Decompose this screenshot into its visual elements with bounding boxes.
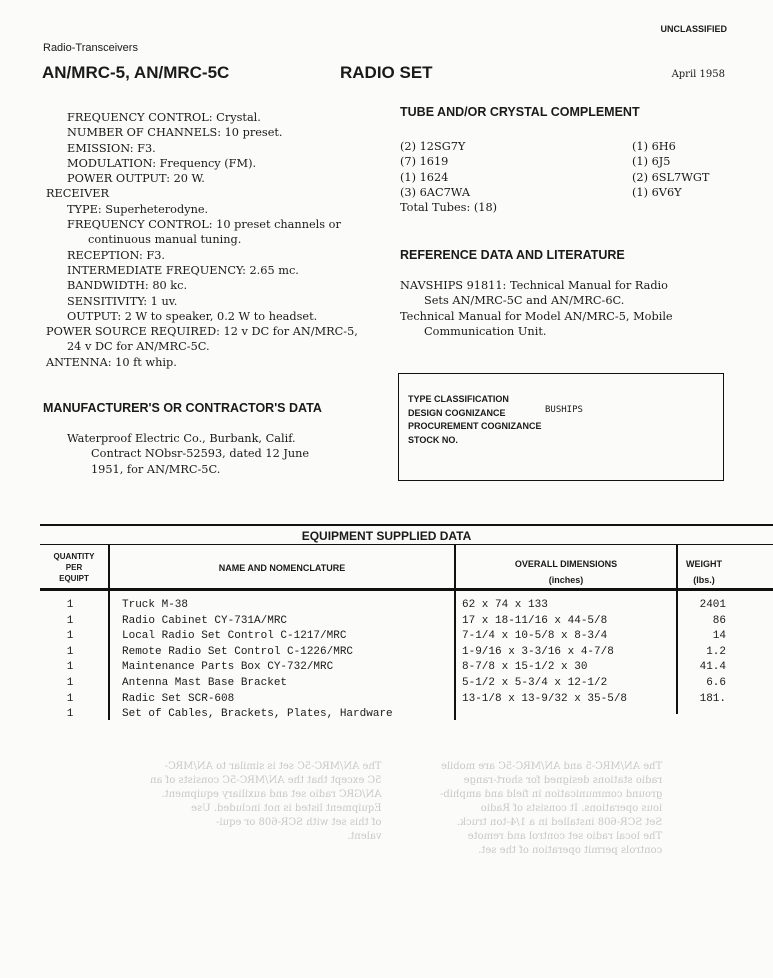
spec-line: BANDWIDTH: 80 kc.: [67, 279, 188, 293]
dimensions-header: OVERALL DIMENSIONS (inches): [514, 559, 618, 585]
table-cell-qty: 1: [66, 614, 74, 627]
table-cell-weight: 1.2: [706, 645, 726, 658]
table-cell-name: Remote Radio Set Control C-1226/MRC: [122, 645, 354, 658]
table-cell-weight: 86: [712, 614, 726, 627]
table-cell-name: Truck M-38: [122, 599, 189, 611]
category-label: Radio-Transceivers: [43, 42, 138, 54]
classification-marking: UNCLASSIFIED: [660, 24, 727, 34]
table-cell-name: Maintenance Parts Box CY-732/MRC: [122, 661, 334, 674]
reference-line: NAVSHIPS 91811: Technical Manual for Radio: [400, 279, 668, 292]
table-cell-qty: 1: [66, 630, 74, 643]
spec-line: RECEPTION: F3.: [67, 248, 165, 262]
table-cell-weight: 41.4: [699, 661, 726, 674]
manufacturer-line: 1951, for AN/MRC-5C.: [91, 462, 221, 476]
specifications: [46, 110, 358, 370]
stock-no-label: STOCK NO.: [408, 434, 458, 445]
tube-list-left: [400, 139, 497, 215]
table-cell-qty: 1: [66, 645, 74, 658]
table-cell-weight: 181.: [699, 692, 726, 705]
spec-line: FREQUENCY CONTROL: Crystal.: [67, 111, 261, 124]
spec-line: 24 v DC for AN/MRC-5C.: [67, 340, 210, 354]
total-tubes: Total Tubes: (18): [400, 201, 498, 215]
spec-line: MODULATION: Frequency (FM).: [67, 156, 257, 170]
reference-heading: REFERENCE DATA AND LITERATURE: [400, 248, 625, 262]
manufacturer-heading: MANUFACTURER'S OR CONTRACTOR'S DATA: [43, 401, 322, 415]
table-cell-qty: 1: [66, 599, 74, 611]
table-cell-qty: 1: [66, 677, 74, 689]
table-cell-dims: 1-9/16 x 3-3/16 x 4-7/8: [462, 645, 614, 658]
tube-item: (1) 1624: [400, 170, 449, 184]
page-title: RADIO SET: [340, 63, 433, 82]
tube-item: (7) 1619: [400, 155, 449, 169]
reference-list: [400, 278, 673, 339]
table-cell-qty: 1: [66, 692, 74, 705]
spec-line: POWER SOURCE REQUIRED: 12 v DC for AN/MRC-5,: [46, 325, 358, 339]
tube-item: (1) 6V6Y: [632, 185, 682, 199]
tube-item: (1) 6H6: [632, 140, 676, 153]
reference-line: Sets AN/MRC-5C and AN/MRC-6C.: [424, 294, 625, 308]
table-cell-dims: 13-1/8 x 13-9/32 x 35-5/8: [462, 692, 628, 705]
table-cell-weight: 6.6: [706, 677, 726, 689]
spec-line: FREQUENCY CONTROL: 10 preset channels or: [67, 218, 341, 232]
tube-heading: TUBE AND/OR CRYSTAL COMPLEMENT: [400, 105, 640, 119]
quantity-header: QUANTITY PER EQUIPT: [53, 552, 95, 583]
procurement-cognizance-label: PROCUREMENT COGNIZANCE: [408, 421, 542, 431]
table-cell-weight: 14: [712, 630, 726, 643]
table-cell-name: Antenna Mast Base Bracket: [122, 677, 288, 689]
type-classification-label: TYPE CLASSIFICATION: [408, 394, 509, 404]
tube-item: (2) 12SG7Y: [400, 140, 466, 153]
table-cell-dims: 62 x 74 x 133: [462, 599, 548, 611]
equipment-heading: EQUIPMENT SUPPLIED DATA: [301, 529, 472, 543]
spec-line: EMISSION: F3.: [67, 141, 156, 155]
table-cell-dims: 7-1/4 x 10-5/8 x 8-3/4: [462, 630, 608, 643]
table-cell-qty: 1: [66, 661, 74, 674]
tube-item: (2) 6SL7WGT: [632, 170, 710, 184]
reference-line: Communication Unit.: [424, 324, 547, 338]
table-cell-name: Radic Set SCR-608: [122, 692, 235, 705]
table-header-rule: [40, 588, 773, 591]
tube-item: (3) 6AC7WA: [400, 185, 470, 199]
table-cell-name: Set of Cables, Brackets, Plates, Hardware: [122, 708, 393, 721]
design-cognizance-value: BUSHIPS: [545, 405, 583, 415]
table-cell-name: Radio Cabinet CY-731A/MRC: [122, 614, 288, 627]
classification-box: [398, 373, 724, 481]
tube-item: (1) 6J5: [632, 155, 671, 169]
spec-line: continuous manual tuning.: [88, 233, 242, 247]
table-rule: [40, 544, 773, 545]
design-cognizance-label: DESIGN COGNIZANCE: [408, 407, 506, 418]
table-cell-name: Local Radio Set Control C-1217/MRC: [122, 630, 347, 643]
spec-line: TYPE: Superheterodyne.: [67, 202, 209, 216]
spec-line: POWER OUTPUT: 20 W.: [67, 172, 205, 186]
table-cell-dims: 5-1/2 x 5-3/4 x 12-1/2: [462, 677, 608, 689]
reference-line: Technical Manual for Model AN/MRC-5, Mobile: [400, 309, 673, 323]
manufacturer-data: [67, 431, 309, 477]
model-title: AN/MRC-5, AN/MRC-5C: [42, 63, 230, 82]
table-cell-qty: 1: [66, 708, 74, 721]
table-cell-dims: 17 x 18-11/16 x 44-5/8: [462, 614, 608, 627]
spec-line: INTERMEDIATE FREQUENCY: 2.65 mc.: [67, 263, 299, 277]
spec-line: ANTENNA: 10 ft whip.: [46, 355, 177, 369]
table-cell-weight: 2401: [699, 599, 726, 611]
bleed-through-text-2: The AN/MRC-5C set is similar to AN/MRC- 5C except that the AN/MRC-5C consists of an AN/GRC radio set and auxiliary equipment. Equipment listed is not included. Use of this set with SCR-608 or equi- valent.: [150, 761, 382, 842]
tube-list-right: [632, 139, 709, 200]
table-cell-dims: 8-7/8 x 15-1/2 x 30: [462, 661, 588, 674]
bleed-through-text: The AN/MRC-5 and AN/MRC-5C are mobile radio stations designed for short-range ground communication in field and amphib- ious operations. It consists of Radio Set SCR-608 installed in a 1/4-ton truck. The local radio set control and remote controls permit operation of the set.: [440, 761, 663, 856]
spec-line: RECEIVER: [46, 187, 110, 201]
date: April 1958: [671, 69, 725, 80]
weight-header: WEIGHT (lbs.): [686, 559, 722, 585]
name-header: NAME AND NOMENCLATURE: [218, 563, 346, 573]
spec-line: NUMBER OF CHANNELS: 10 preset.: [67, 126, 283, 140]
spec-line: SENSITIVITY: 1 uv.: [67, 294, 178, 308]
manufacturer-line: Waterproof Electric Co., Burbank, Calif.: [67, 432, 296, 445]
table-top-rule: [40, 524, 773, 526]
spec-line: OUTPUT: 2 W to speaker, 0.2 W to headset.: [67, 309, 318, 323]
manufacturer-line: Contract NObsr-52593, dated 12 June: [91, 447, 310, 461]
